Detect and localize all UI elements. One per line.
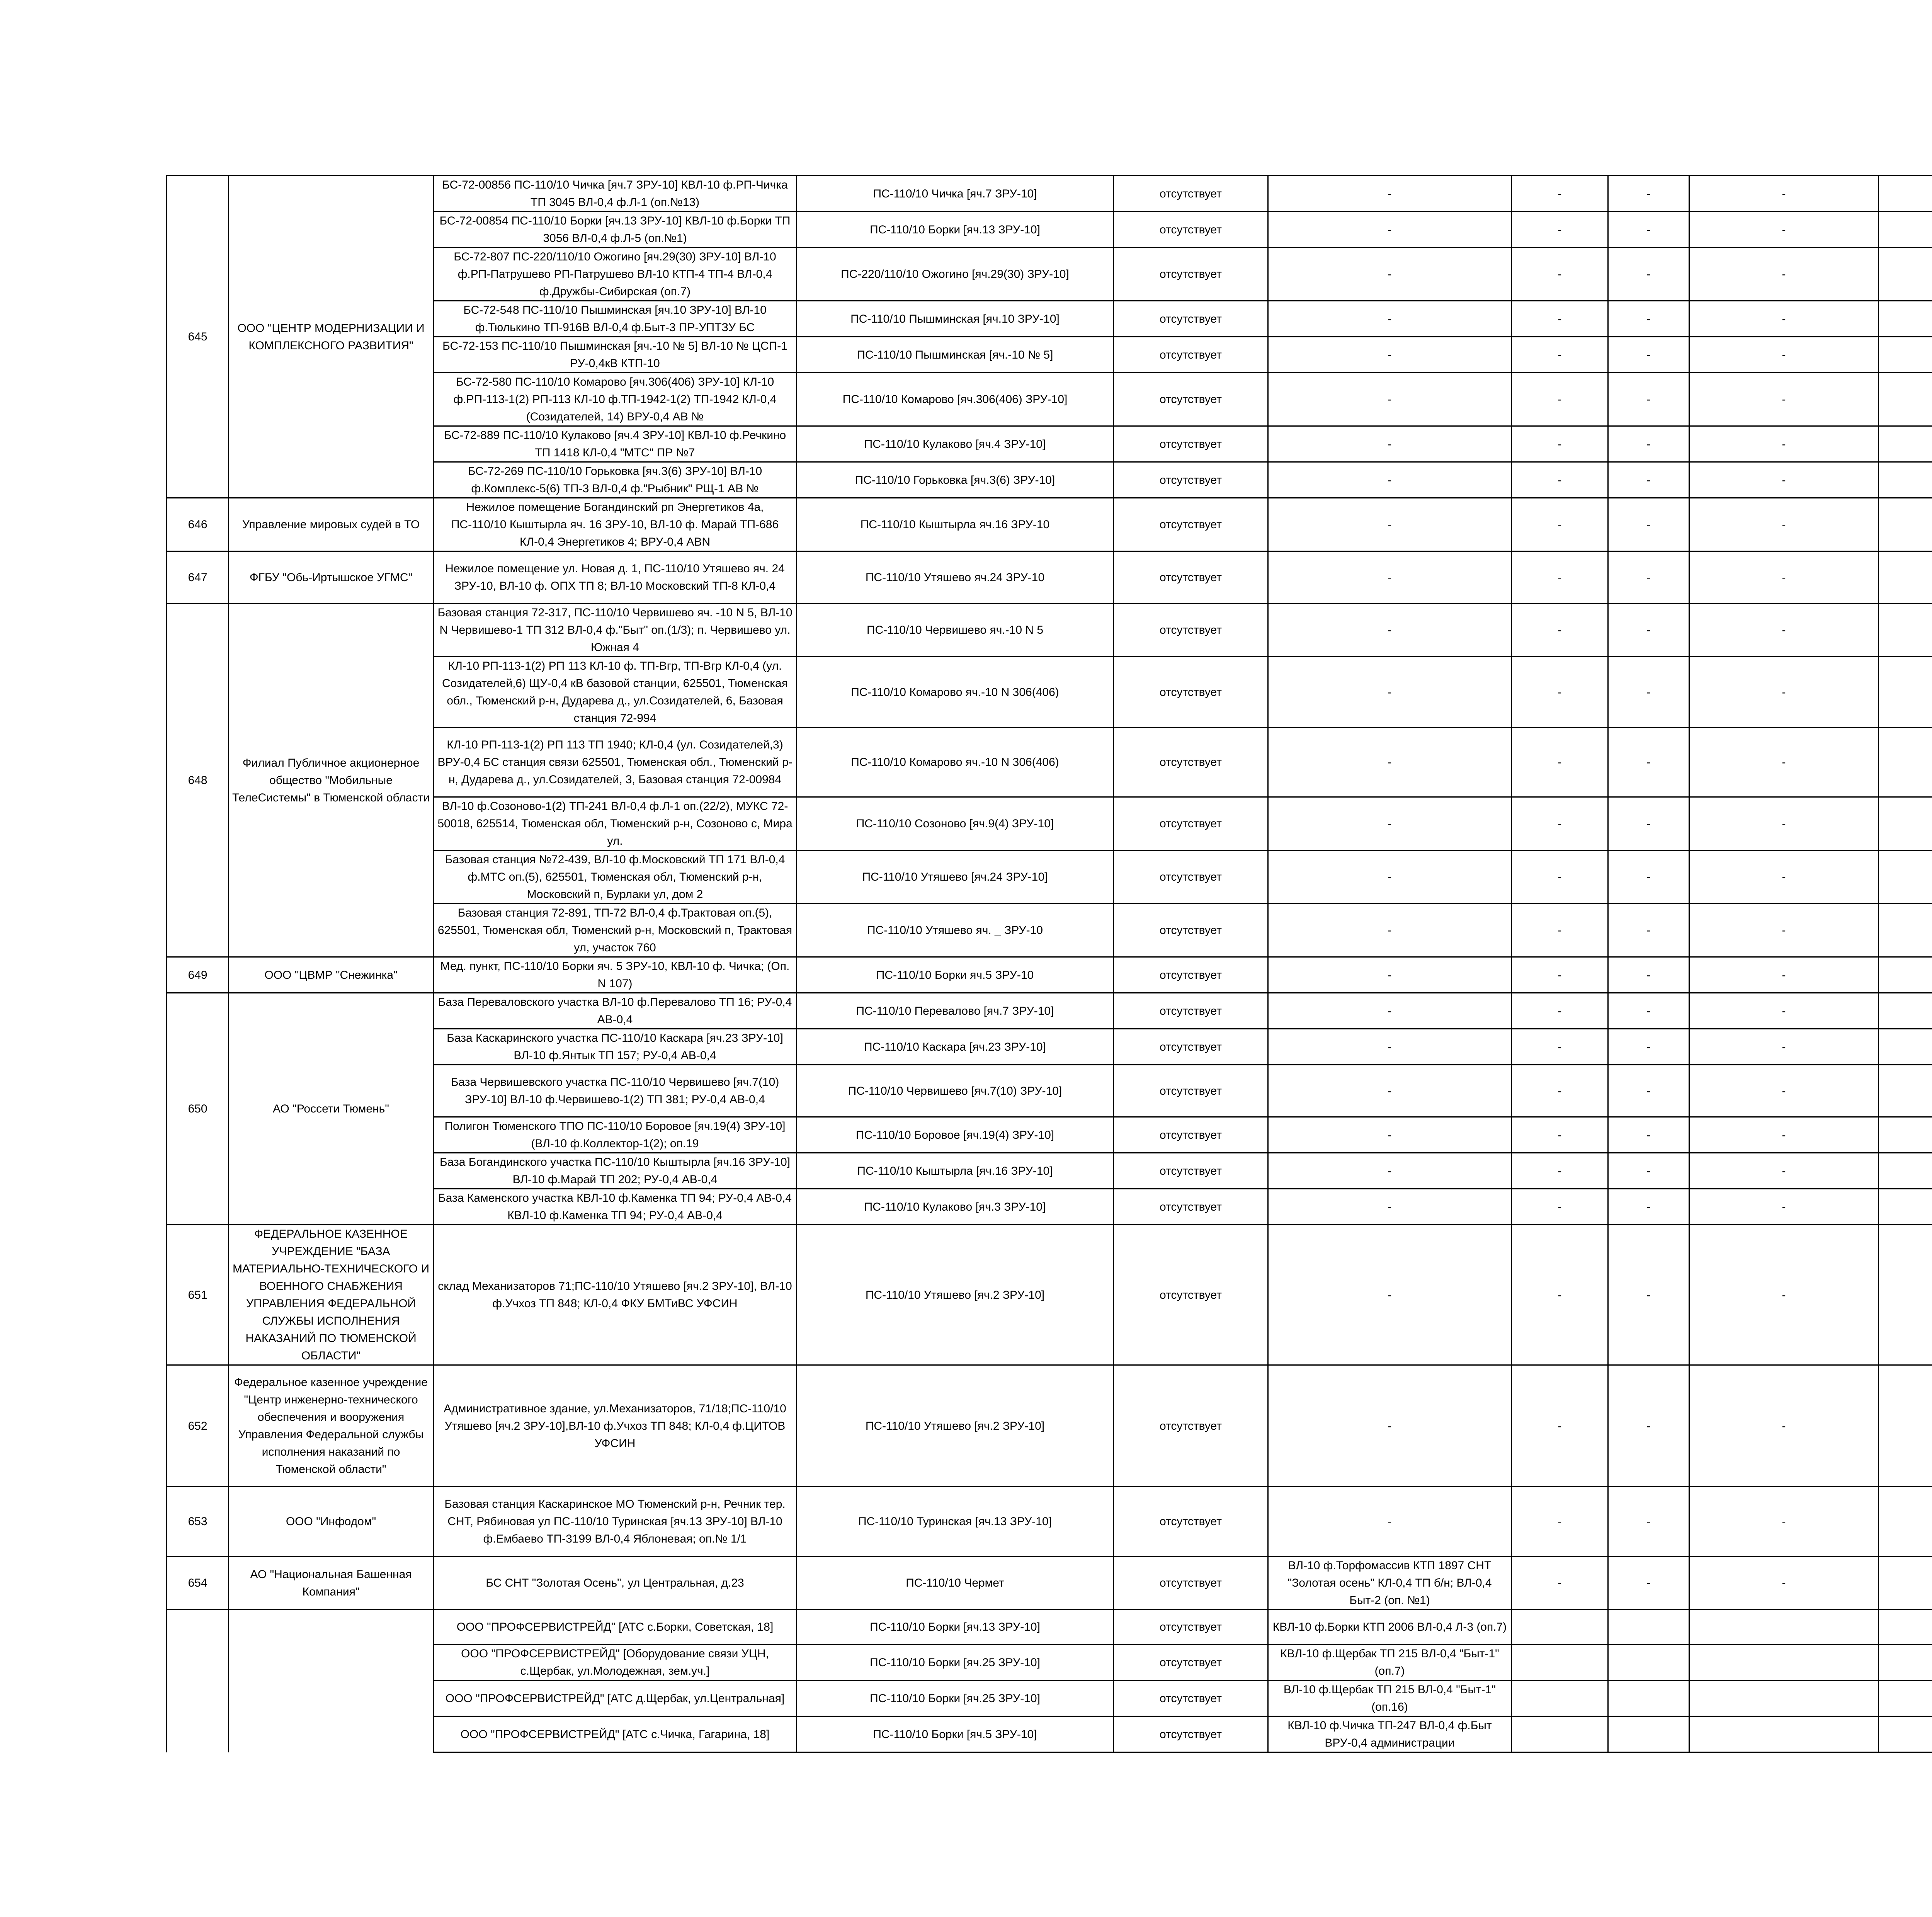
empty-value-col-8: -: [1608, 957, 1689, 993]
line-cell: -: [1268, 604, 1512, 657]
empty-value-col-9: -: [1689, 373, 1879, 426]
empty-value-col-7: -: [1512, 1117, 1608, 1153]
table-row: [167, 1556, 1932, 1610]
empty-value-col-10: [1879, 904, 1932, 957]
empty-value-col-9: -: [1689, 604, 1879, 657]
empty-value-col-7: [1512, 1681, 1608, 1716]
status-cell: отсутствует: [1114, 1029, 1268, 1065]
object-description: Нежилое помещение ул. Новая д. 1, ПС-110/10 Утяшево яч. 24 ЗРУ-10, ВЛ-10 ф. ОПХ ТП 8; ВЛ-10 Московский ТП-8 КЛ-0,4: [434, 551, 797, 604]
empty-value-col-7: -: [1512, 426, 1608, 462]
status-cell: отсутствует: [1114, 1681, 1268, 1716]
table-row: [167, 176, 1932, 212]
object-description: Базовая станция Каскаринское МО Тюменский р-н, Речник тер. СНТ, Рябиновая ул ПС-110/10 Туринская [яч.13 ЗРУ-10] ВЛ-10 ф.Ембаево ТП-3199 ВЛ-0,4 Яблоневая; оп.№ 1/1: [434, 1487, 797, 1556]
table-row: [167, 604, 1932, 657]
empty-value-col-10: [1879, 337, 1932, 373]
empty-value-col-10: [1879, 1365, 1932, 1487]
line-cell: -: [1268, 301, 1512, 337]
table-row: [167, 993, 1932, 1029]
line-cell: -: [1268, 176, 1512, 212]
object-description: База Каменского участка КВЛ-10 ф.Каменка ТП 94; РУ-0,4 АВ-0,4 КВЛ-10 ф.Каменка ТП 94; РУ-0,4 АВ-0,4: [434, 1189, 797, 1225]
status-cell: отсутствует: [1114, 1716, 1268, 1752]
empty-value-col-10: [1879, 301, 1932, 337]
power-source: ПС-110/10 Борки [яч.25 ЗРУ-10]: [797, 1681, 1114, 1716]
row-number: 646: [167, 498, 229, 551]
power-source: ПС-110/10 Комарово [яч.306(406) ЗРУ-10]: [797, 373, 1114, 426]
object-description: склад Механизаторов 71;ПС-110/10 Утяшево [яч.2 ЗРУ-10], ВЛ-10 ф.Учхоз ТП 848; КЛ-0,4 ФКУ БМТиВС УФСИН: [434, 1225, 797, 1365]
empty-value-col-9: -: [1689, 993, 1879, 1029]
row-number: 647: [167, 551, 229, 604]
empty-value-col-9: -: [1689, 426, 1879, 462]
line-cell: КВЛ-10 ф.Щербак ТП 215 ВЛ-0,4 "Быт-1" (оп.7): [1268, 1645, 1512, 1681]
object-description: База Каскаринского участка ПС-110/10 Каскара [яч.23 ЗРУ-10] ВЛ-10 ф.Янтык ТП 157; РУ-0,4 АВ-0,4: [434, 1029, 797, 1065]
empty-value-col-8: -: [1608, 498, 1689, 551]
object-description: ООО "ПРОФСЕРВИСТРЕЙД" [АТС с.Борки, Советская, 18]: [434, 1610, 797, 1645]
line-cell: -: [1268, 850, 1512, 904]
line-cell: -: [1268, 462, 1512, 498]
empty-value-col-7: -: [1512, 1065, 1608, 1117]
object-description: БС-72-269 ПС-110/10 Горьковка [яч.3(6) ЗРУ-10] ВЛ-10 ф.Комплекс-5(6) ТП-3 ВЛ-0,4 ф."Рыбник" РЩ-1 АВ №: [434, 462, 797, 498]
table-row: [167, 1487, 1932, 1556]
table-row: [167, 498, 1932, 551]
empty-value-col-7: -: [1512, 1153, 1608, 1189]
status-cell: отсутствует: [1114, 248, 1268, 301]
empty-value-col-10: [1879, 551, 1932, 604]
line-cell: -: [1268, 957, 1512, 993]
power-source: ПС-110/10 Кулаково [яч.4 ЗРУ-10]: [797, 426, 1114, 462]
empty-value-col-8: -: [1608, 373, 1689, 426]
empty-value-col-10: [1879, 373, 1932, 426]
object-description: База Богандинского участка ПС-110/10 Кыштырла [яч.16 ЗРУ-10] ВЛ-10 ф.Марай ТП 202; РУ-0,4 АВ-0,4: [434, 1153, 797, 1189]
row-number: 648: [167, 604, 229, 957]
status-cell: отсутствует: [1114, 212, 1268, 248]
empty-value-col-7: -: [1512, 1365, 1608, 1487]
empty-value-col-7: -: [1512, 498, 1608, 551]
line-cell: КВЛ-10 ф.Борки КТП 2006 ВЛ-0,4 Л-3 (оп.7): [1268, 1610, 1512, 1645]
power-source: ПС-110/10 Кыштырла яч.16 ЗРУ-10: [797, 498, 1114, 551]
empty-value-col-8: -: [1608, 1029, 1689, 1065]
empty-value-col-10: [1879, 604, 1932, 657]
line-cell: -: [1268, 797, 1512, 850]
empty-value-col-8: -: [1608, 1556, 1689, 1610]
empty-value-col-7: -: [1512, 248, 1608, 301]
organization-name: ФЕДЕРАЛЬНОЕ КАЗЕННОЕ УЧРЕЖДЕНИЕ "БАЗА МАТЕРИАЛЬНО-ТЕХНИЧЕСКОГО И ВОЕННОГО СНАБЖЕНИЯ УПРАВЛЕНИЯ ФЕДЕРАЛЬНОЙ СЛУЖБЫ ИСПОЛНЕНИЯ НАКАЗАНИЙ ПО ТЮМЕНСКОЙ ОБЛАСТИ": [229, 1225, 434, 1365]
organization-name: ООО "ЦВМР "Снежинка": [229, 957, 434, 993]
row-number: 653: [167, 1487, 229, 1556]
empty-value-col-8: -: [1608, 212, 1689, 248]
empty-value-col-10: [1879, 1487, 1932, 1556]
line-cell: -: [1268, 1365, 1512, 1487]
empty-value-col-8: -: [1608, 1153, 1689, 1189]
line-cell: ВЛ-10 ф.Щербак ТП 215 ВЛ-0,4 "Быт-1" (оп.16): [1268, 1681, 1512, 1716]
row-number: 651: [167, 1225, 229, 1365]
empty-value-col-9: -: [1689, 248, 1879, 301]
object-description: КЛ-10 РП-113-1(2) РП 113 КЛ-10 ф. ТП-Вгр, ТП-Вгр КЛ-0,4 (ул. Созидателей,6) ЩУ-0,4 кВ базовой станции, 625501, Тюменская обл., Тюменский р-н, Дударева д., ул.Созидателей, 6, Базовая станция 72-994: [434, 657, 797, 728]
empty-value-col-8: [1608, 1610, 1689, 1645]
empty-value-col-8: -: [1608, 1065, 1689, 1117]
empty-value-col-8: -: [1608, 1225, 1689, 1365]
empty-value-col-8: -: [1608, 728, 1689, 797]
empty-value-col-8: -: [1608, 904, 1689, 957]
empty-value-col-7: -: [1512, 176, 1608, 212]
empty-value-col-10: [1879, 657, 1932, 728]
power-source: ПС-110/10 Пышминская [яч.10 ЗРУ-10]: [797, 301, 1114, 337]
object-description: БС-72-548 ПС-110/10 Пышминская [яч.10 ЗРУ-10] ВЛ-10 ф.Тюлькино ТП-916В ВЛ-0,4 ф.Быт-3 ПР-УПТЗУ БС: [434, 301, 797, 337]
empty-value-col-9: -: [1689, 176, 1879, 212]
empty-value-col-9: -: [1689, 337, 1879, 373]
organization-name: Федеральное казенное учреждение "Центр инженерно-технического обеспечения и вооружения Управления Федеральной службы исполнения наказаний по Тюменской области": [229, 1365, 434, 1487]
empty-value-col-7: -: [1512, 604, 1608, 657]
empty-value-col-7: -: [1512, 993, 1608, 1029]
table-row: [167, 551, 1932, 604]
empty-value-col-9: -: [1689, 301, 1879, 337]
row-number: 654: [167, 1556, 229, 1610]
object-description: Нежилое помещение Богандинский рп Энергетиков 4а, ПС-110/10 Кыштырла яч. 16 ЗРУ-10, ВЛ-10 ф. Марай ТП-686 КЛ-0,4 Энергетиков 4; ВРУ-0,4 ABN: [434, 498, 797, 551]
status-cell: отсутствует: [1114, 301, 1268, 337]
empty-value-col-9: [1689, 1610, 1879, 1645]
object-description: ООО "ПРОФСЕРВИСТРЕЙД" [Оборудование связи УЦН, с.Щербак, ул.Молодежная, зем.уч.]: [434, 1645, 797, 1681]
empty-value-col-10: [1879, 212, 1932, 248]
empty-value-col-8: -: [1608, 657, 1689, 728]
empty-value-col-7: -: [1512, 373, 1608, 426]
line-cell: -: [1268, 248, 1512, 301]
empty-value-col-9: -: [1689, 904, 1879, 957]
line-cell: -: [1268, 373, 1512, 426]
power-source: ПС-110/10 Каскара [яч.23 ЗРУ-10]: [797, 1029, 1114, 1065]
row-number: 645: [167, 176, 229, 498]
empty-value-col-10: [1879, 797, 1932, 850]
empty-value-col-8: -: [1608, 993, 1689, 1029]
empty-value-col-7: -: [1512, 797, 1608, 850]
object-description: Полигон Тюменского ТПО ПС-110/10 Боровое [яч.19(4) ЗРУ-10](ВЛ-10 ф.Коллектор-1(2); оп.19: [434, 1117, 797, 1153]
line-cell: -: [1268, 1117, 1512, 1153]
table-row: [167, 1225, 1932, 1365]
empty-value-col-7: -: [1512, 657, 1608, 728]
object-description: Мед. пункт, ПС-110/10 Борки яч. 5 ЗРУ-10, КВЛ-10 ф. Чичка; (Оп. N 107): [434, 957, 797, 993]
empty-value-col-8: -: [1608, 1117, 1689, 1153]
object-description: БС-72-580 ПС-110/10 Комарово [яч.306(406) ЗРУ-10] КЛ-10 ф.РП-113-1(2) РП-113 КЛ-10 ф.ТП-1942-1(2) ТП-1942 КЛ-0,4 (Созидателей, 14) ВРУ-0,4 АВ №: [434, 373, 797, 426]
line-cell: -: [1268, 993, 1512, 1029]
status-cell: отсутствует: [1114, 604, 1268, 657]
empty-value-col-10: [1879, 498, 1932, 551]
table-row: [167, 1610, 1932, 1645]
organization-name: ООО "Инфодом": [229, 1487, 434, 1556]
empty-value-col-10: [1879, 1716, 1932, 1752]
empty-value-col-10: [1879, 248, 1932, 301]
empty-value-col-9: [1689, 1716, 1879, 1752]
power-source: ПС-110/10 Туринская [яч.13 ЗРУ-10]: [797, 1487, 1114, 1556]
empty-value-col-10: [1879, 462, 1932, 498]
object-description: ВЛ-10 ф.Созоново-1(2) ТП-241 ВЛ-0,4 ф.Л-1 оп.(22/2), МУКС 72-50018, 625514, Тюменская обл, Тюменский р-н, Созоново с, Мира ул.: [434, 797, 797, 850]
empty-value-col-9: -: [1689, 1189, 1879, 1225]
empty-value-col-9: -: [1689, 1225, 1879, 1365]
status-cell: отсутствует: [1114, 993, 1268, 1029]
power-source: ПС-110/10 Червишево яч.-10 N 5: [797, 604, 1114, 657]
status-cell: отсутствует: [1114, 1117, 1268, 1153]
empty-value-col-10: [1879, 1645, 1932, 1681]
empty-value-col-7: -: [1512, 1189, 1608, 1225]
line-cell: -: [1268, 1189, 1512, 1225]
power-source: ПС-110/10 Комарово яч.-10 N 306(406): [797, 657, 1114, 728]
object-description: БС-72-00854 ПС-110/10 Борки [яч.13 ЗРУ-10] КВЛ-10 ф.Борки ТП 3056 ВЛ-0,4 ф.Л-5 (оп.№1): [434, 212, 797, 248]
line-cell: -: [1268, 498, 1512, 551]
empty-value-col-9: [1689, 1681, 1879, 1716]
empty-value-col-7: -: [1512, 551, 1608, 604]
status-cell: отсутствует: [1114, 957, 1268, 993]
empty-value-col-8: -: [1608, 850, 1689, 904]
empty-value-col-8: -: [1608, 176, 1689, 212]
empty-value-col-9: -: [1689, 1029, 1879, 1065]
empty-value-col-7: [1512, 1610, 1608, 1645]
empty-value-col-10: [1879, 426, 1932, 462]
empty-value-col-7: -: [1512, 337, 1608, 373]
organization-name: Филиал Публичное акционерное общество "Мобильные ТелеСистемы" в Тюменской области: [229, 604, 434, 957]
empty-value-col-7: -: [1512, 1556, 1608, 1610]
empty-value-col-9: -: [1689, 797, 1879, 850]
status-cell: отсутствует: [1114, 426, 1268, 462]
empty-value-col-8: -: [1608, 604, 1689, 657]
empty-value-col-10: [1879, 993, 1932, 1029]
empty-value-col-8: -: [1608, 797, 1689, 850]
empty-value-col-10: [1879, 1556, 1932, 1610]
empty-value-col-9: -: [1689, 728, 1879, 797]
empty-value-col-10: [1879, 1610, 1932, 1645]
power-source: ПС-110/10 Борки [яч.25 ЗРУ-10]: [797, 1645, 1114, 1681]
empty-value-col-9: -: [1689, 551, 1879, 604]
power-source: ПС-220/110/10 Ожогино [яч.29(30) ЗРУ-10]: [797, 248, 1114, 301]
object-description: Базовая станция 72-317, ПС-110/10 Червишево яч. -10 N 5, ВЛ-10 N Червишево-1 ТП 312 ВЛ-0,4 ф."Быт" оп.(1/3); п. Червишево ул. Южная 4: [434, 604, 797, 657]
row-number: 652: [167, 1365, 229, 1487]
power-source: ПС-110/10 Борки яч.5 ЗРУ-10: [797, 957, 1114, 993]
line-cell: КВЛ-10 ф.Чичка ТП-247 ВЛ-0,4 ф.Быт ВРУ-0,4 администрации: [1268, 1716, 1512, 1752]
power-source: ПС-110/10 Борки [яч.13 ЗРУ-10]: [797, 212, 1114, 248]
row-number: [167, 1610, 229, 1752]
object-description: БС-72-889 ПС-110/10 Кулаково [яч.4 ЗРУ-10] КВЛ-10 ф.Речкино ТП 1418 КЛ-0,4 "МТС" ПР №7: [434, 426, 797, 462]
object-description: Административное здание, ул.Механизаторов, 71/18;ПС-110/10 Утяшево [яч.2 ЗРУ-10],ВЛ-10 ф.Учхоз ТП 848; КЛ-0,4 ф.ЦИТОВ УФСИН: [434, 1365, 797, 1487]
empty-value-col-7: -: [1512, 462, 1608, 498]
object-description: ООО "ПРОФСЕРВИСТРЕЙД" [АТС с.Чичка, Гагарина, 18]: [434, 1716, 797, 1752]
empty-value-col-7: -: [1512, 1029, 1608, 1065]
empty-value-col-9: -: [1689, 657, 1879, 728]
status-cell: отсутствует: [1114, 850, 1268, 904]
line-cell: -: [1268, 1065, 1512, 1117]
status-cell: отсутствует: [1114, 904, 1268, 957]
object-description: ООО "ПРОФСЕРВИСТРЕЙД" [АТС д.Щербак, ул.Центральная]: [434, 1681, 797, 1716]
empty-value-col-7: -: [1512, 1487, 1608, 1556]
power-source: ПС-110/10 Чичка [яч.7 ЗРУ-10]: [797, 176, 1114, 212]
row-number: 649: [167, 957, 229, 993]
power-source: ПС-110/10 Созоново [яч.9(4) ЗРУ-10]: [797, 797, 1114, 850]
object-description: БС-72-00856 ПС-110/10 Чичка [яч.7 ЗРУ-10] КВЛ-10 ф.РП-Чичка ТП 3045 ВЛ-0,4 ф.Л-1 (оп.№13): [434, 176, 797, 212]
empty-value-col-10: [1879, 728, 1932, 797]
object-description: КЛ-10 РП-113-1(2) РП 113 ТП 1940; КЛ-0,4 (ул. Созидателей,3) ВРУ-0,4 БС станция связи 625501, Тюменская обл., Тюменский р-н, Дударева д., ул.Созидателей, 3, Базовая станция 72-00984: [434, 728, 797, 797]
data-table: [166, 175, 1932, 1753]
status-cell: отсутствует: [1114, 1225, 1268, 1365]
empty-value-col-7: -: [1512, 212, 1608, 248]
line-cell: -: [1268, 426, 1512, 462]
line-cell: -: [1268, 551, 1512, 604]
empty-value-col-9: -: [1689, 1117, 1879, 1153]
empty-value-col-8: -: [1608, 1365, 1689, 1487]
empty-value-col-10: [1879, 957, 1932, 993]
line-cell: -: [1268, 337, 1512, 373]
empty-value-col-9: [1689, 1645, 1879, 1681]
organization-name: АО "Россети Тюмень": [229, 993, 434, 1225]
empty-value-col-9: -: [1689, 1153, 1879, 1189]
power-source: ПС-110/10 Пышминская [яч.-10 № 5]: [797, 337, 1114, 373]
status-cell: отсутствует: [1114, 1556, 1268, 1610]
power-source: ПС-110/10 Утяшево [яч.24 ЗРУ-10]: [797, 850, 1114, 904]
power-source: ПС-110/10 Червишево [яч.7(10) ЗРУ-10]: [797, 1065, 1114, 1117]
empty-value-col-8: -: [1608, 1189, 1689, 1225]
empty-value-col-7: -: [1512, 850, 1608, 904]
empty-value-col-10: [1879, 1153, 1932, 1189]
power-source: ПС-110/10 Боровое [яч.19(4) ЗРУ-10]: [797, 1117, 1114, 1153]
line-cell: -: [1268, 1225, 1512, 1365]
object-description: Базовая станция 72-891, ТП-72 ВЛ-0,4 ф.Трактовая оп.(5), 625501, Тюменская обл, Тюменский р-н, Московский п, Трактовая ул, участок 760: [434, 904, 797, 957]
empty-value-col-10: [1879, 1065, 1932, 1117]
power-source: ПС-110/10 Комарово яч.-10 N 306(406): [797, 728, 1114, 797]
object-description: БС СНТ "Золотая Осень", ул Центральная, д.23: [434, 1556, 797, 1610]
power-source: ПС-110/10 Утяшево яч. _ ЗРУ-10: [797, 904, 1114, 957]
empty-value-col-9: -: [1689, 462, 1879, 498]
empty-value-col-10: [1879, 1189, 1932, 1225]
empty-value-col-7: -: [1512, 904, 1608, 957]
table-row: [167, 957, 1932, 993]
status-cell: отсутствует: [1114, 1065, 1268, 1117]
power-source: ПС-110/10 Борки [яч.13 ЗРУ-10]: [797, 1610, 1114, 1645]
empty-value-col-9: -: [1689, 1365, 1879, 1487]
status-cell: отсутствует: [1114, 373, 1268, 426]
empty-value-col-10: [1879, 1029, 1932, 1065]
status-cell: отсутствует: [1114, 1645, 1268, 1681]
status-cell: отсутствует: [1114, 1189, 1268, 1225]
power-source: ПС-110/10 Утяшево яч.24 ЗРУ-10: [797, 551, 1114, 604]
status-cell: отсутствует: [1114, 657, 1268, 728]
status-cell: отсутствует: [1114, 551, 1268, 604]
power-source: ПС-110/10 Борки [яч.5 ЗРУ-10]: [797, 1716, 1114, 1752]
empty-value-col-7: -: [1512, 1225, 1608, 1365]
empty-value-col-8: -: [1608, 1487, 1689, 1556]
line-cell: ВЛ-10 ф.Торфомассив КТП 1897 СНТ "Золотая осень" КЛ-0,4 ТП б/н; ВЛ-0,4 Быт-2 (оп. №1): [1268, 1556, 1512, 1610]
organization-name: АО "Национальная Башенная Компания": [229, 1556, 434, 1610]
empty-value-col-8: -: [1608, 301, 1689, 337]
status-cell: отсутствует: [1114, 1610, 1268, 1645]
empty-value-col-8: [1608, 1645, 1689, 1681]
empty-value-col-7: -: [1512, 301, 1608, 337]
empty-value-col-8: [1608, 1681, 1689, 1716]
line-cell: -: [1268, 1029, 1512, 1065]
status-cell: отсутствует: [1114, 728, 1268, 797]
empty-value-col-9: -: [1689, 1556, 1879, 1610]
object-description: База Переваловского участка ВЛ-10 ф.Перевалово ТП 16; РУ-0,4 АВ-0,4: [434, 993, 797, 1029]
empty-value-col-10: [1879, 850, 1932, 904]
empty-value-col-9: -: [1689, 1487, 1879, 1556]
empty-value-col-9: -: [1689, 1065, 1879, 1117]
power-source: ПС-110/10 Горьковка [яч.3(6) ЗРУ-10]: [797, 462, 1114, 498]
empty-value-col-7: -: [1512, 728, 1608, 797]
status-cell: отсутствует: [1114, 498, 1268, 551]
empty-value-col-7: [1512, 1716, 1608, 1752]
empty-value-col-8: -: [1608, 551, 1689, 604]
empty-value-col-10: [1879, 1225, 1932, 1365]
empty-value-col-9: -: [1689, 850, 1879, 904]
table-row: [167, 1365, 1932, 1487]
status-cell: отсутствует: [1114, 176, 1268, 212]
empty-value-col-9: -: [1689, 498, 1879, 551]
empty-value-col-7: [1512, 1645, 1608, 1681]
empty-value-col-8: -: [1608, 426, 1689, 462]
power-source: ПС-110/10 Кыштырла [яч.16 ЗРУ-10]: [797, 1153, 1114, 1189]
object-description: Базовая станция №72-439, ВЛ-10 ф.Московский ТП 171 ВЛ-0,4 ф.МТС оп.(5), 625501, Тюменская обл, Тюменский р-н, Московский п, Бурлаки ул, дом 2: [434, 850, 797, 904]
status-cell: отсутствует: [1114, 1153, 1268, 1189]
status-cell: отсутствует: [1114, 1487, 1268, 1556]
organization-name: [229, 1610, 434, 1752]
organization-name: ФГБУ "Обь-Иртышское УГМС": [229, 551, 434, 604]
object-description: БС-72-807 ПС-220/110/10 Ожогино [яч.29(30) ЗРУ-10] ВЛ-10 ф.РП-Патрушево РП-Патрушево ВЛ-10 КТП-4 ТП-4 ВЛ-0,4 ф.Дружбы-Сибирская (оп.7): [434, 248, 797, 301]
organization-name: Управление мировых судей в ТО: [229, 498, 434, 551]
power-source: ПС-110/10 Перевалово [яч.7 ЗРУ-10]: [797, 993, 1114, 1029]
empty-value-col-8: [1608, 1716, 1689, 1752]
empty-value-col-10: [1879, 1117, 1932, 1153]
line-cell: -: [1268, 1487, 1512, 1556]
line-cell: -: [1268, 1153, 1512, 1189]
object-description: База Червишевского участка ПС-110/10 Червишево [яч.7(10) ЗРУ-10] ВЛ-10 ф.Червишево-1(2) ТП 381; РУ-0,4 АВ-0,4: [434, 1065, 797, 1117]
empty-value-col-9: -: [1689, 957, 1879, 993]
status-cell: отсутствует: [1114, 797, 1268, 850]
empty-value-col-8: -: [1608, 248, 1689, 301]
empty-value-col-10: [1879, 176, 1932, 212]
status-cell: отсутствует: [1114, 337, 1268, 373]
empty-value-col-7: -: [1512, 957, 1608, 993]
empty-value-col-10: [1879, 1681, 1932, 1716]
organization-name: ООО "ЦЕНТР МОДЕРНИЗАЦИИ И КОМПЛЕКСНОГО РАЗВИТИЯ": [229, 176, 434, 498]
line-cell: -: [1268, 657, 1512, 728]
empty-value-col-9: -: [1689, 212, 1879, 248]
line-cell: -: [1268, 904, 1512, 957]
empty-value-col-8: -: [1608, 462, 1689, 498]
power-source: ПС-110/10 Утяшево [яч.2 ЗРУ-10]: [797, 1365, 1114, 1487]
power-source: ПС-110/10 Кулаково [яч.3 ЗРУ-10]: [797, 1189, 1114, 1225]
line-cell: -: [1268, 212, 1512, 248]
power-source: ПС-110/10 Чермет: [797, 1556, 1114, 1610]
status-cell: отсутствует: [1114, 462, 1268, 498]
line-cell: -: [1268, 728, 1512, 797]
object-description: БС-72-153 ПС-110/10 Пышминская [яч.-10 № 5] ВЛ-10 № ЦСП-1 РУ-0,4кВ КТП-10: [434, 337, 797, 373]
status-cell: отсутствует: [1114, 1365, 1268, 1487]
power-source: ПС-110/10 Утяшево [яч.2 ЗРУ-10]: [797, 1225, 1114, 1365]
empty-value-col-8: -: [1608, 337, 1689, 373]
row-number: 650: [167, 993, 229, 1225]
